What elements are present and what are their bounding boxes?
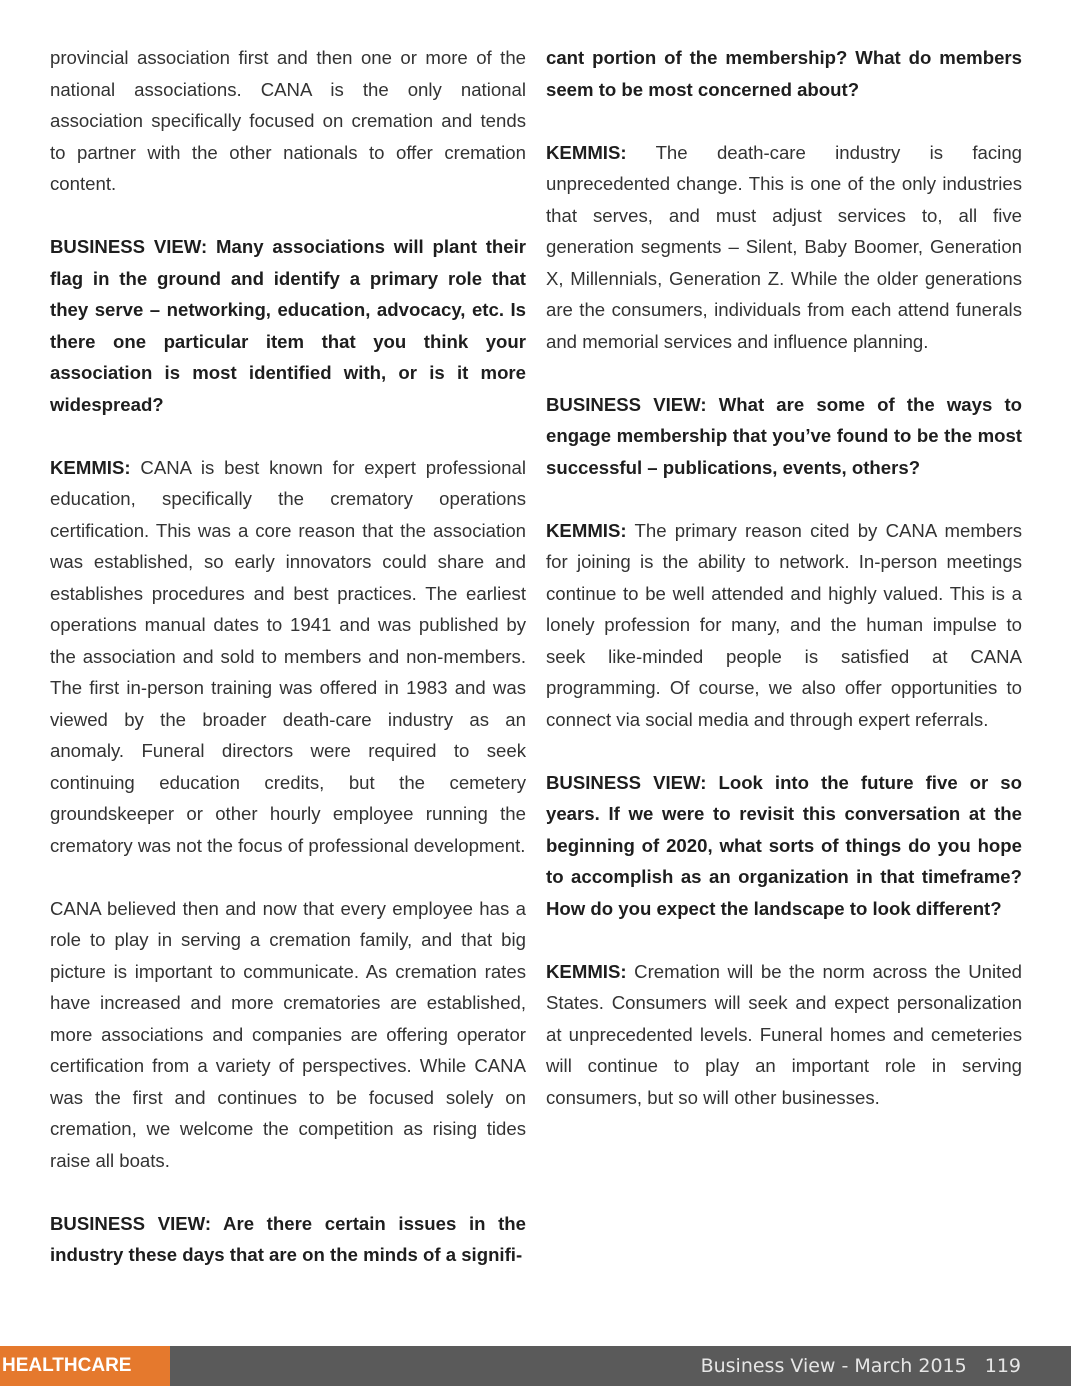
answer-paragraph bbox=[546, 956, 1022, 1114]
answer-text: The death-care industry is facing unprecedented change. This is one of the only industries that serves, and must adjust services to, all five generation segments – Silent, Baby Boomer, Generation X, Millennials, Generation Z. While the older generations are the consumers, individuals from each attend funerals and memorial services and influence planning. bbox=[546, 141, 1022, 352]
body-paragraph: provincial association first and then one or more of the national associations. CANA is the only national association specifically focused on cremation and tends to partner with the other nationals to offer cremation content. bbox=[50, 47, 526, 194]
question-paragraph: BUSINESS VIEW: Are there certain issues in the industry these days that are on the minds of a signifi- bbox=[50, 1212, 526, 1265]
publication-name: Business View - March 2015 bbox=[700, 1355, 967, 1377]
question-paragraph: BUSINESS VIEW: Many associations will plant their flag in the ground and identify a primary role that they serve – networking, education, advocacy, etc. Is there one particular item that you think your association is most identified with, or is it more widespread? bbox=[50, 236, 526, 415]
answer-text: The primary reason cited by CANA members for joining is the ability to network. In-person meetings continue to be well attended and highly valued. This is a lonely profession for many, and the human impulse to seek like-minded people is satisfied at CANA programming. Of course, we also offer opportunities to connect via social media and through expert referrals. bbox=[546, 519, 1022, 730]
speaker-label: KEMMIS: bbox=[546, 519, 627, 541]
page-footer bbox=[0, 1346, 1071, 1386]
answer-paragraph bbox=[546, 515, 1022, 736]
left-column bbox=[50, 42, 526, 1302]
question-paragraph: BUSINESS VIEW: What are some of the ways to engage membership that you’ve found to be the most successful – publications, events, others? bbox=[546, 393, 1022, 478]
right-column bbox=[546, 42, 1022, 1145]
section-label: HEALTHCARE bbox=[0, 1346, 170, 1386]
speaker-label: KEMMIS: bbox=[50, 456, 131, 478]
answer-paragraph bbox=[546, 137, 1022, 358]
question-paragraph: cant portion of the membership? What do members seem to be most concerned about? bbox=[546, 47, 1022, 100]
speaker-label: KEMMIS: bbox=[546, 960, 627, 982]
answer-text: Cremation will be the norm across the United States. Consumers will seek and expect personalization at unprecedented levels. Funeral homes and cemeteries will continue to play an important role in serving consumers, but so will other businesses. bbox=[546, 960, 1022, 1108]
answer-paragraph bbox=[50, 452, 526, 862]
publication-info bbox=[701, 1346, 1021, 1386]
page-number: 119 bbox=[984, 1355, 1021, 1377]
body-paragraph: CANA believed then and now that every employee has a role to play in serving a cremation family, and that big picture is important to communicate. As cremation rates have increased and more crematories are established, more associations and companies are offering operator certification from a variety of perspectives. While CANA was the first and continues to be focused solely on cremation, we welcome the competition as rising tides raise all boats. bbox=[50, 897, 526, 1171]
answer-text: CANA is best known for expert professional education, specifically the crematory operations certification. This was a core reason that the association was established, so early innovators could share and establishes procedures and best practices. The earliest operations manual dates to 1941 and was published by the association and sold to members and non-members. The first in-person training was offered in 1983 and was viewed by the broader death-care industry as an anomaly. Funeral directors were required to seek continuing education credits, but the cemetery groundskeeper or other hourly employee running the crematory was not the focus of professional development. bbox=[50, 456, 526, 856]
question-paragraph: BUSINESS VIEW: Look into the future five or so years. If we were to revisit this conversation at the beginning of 2020, what sorts of things do you hope to accomplish as an organization in that timeframe? How do you expect the landscape to look different? bbox=[546, 771, 1022, 919]
speaker-label: KEMMIS: bbox=[546, 141, 627, 163]
